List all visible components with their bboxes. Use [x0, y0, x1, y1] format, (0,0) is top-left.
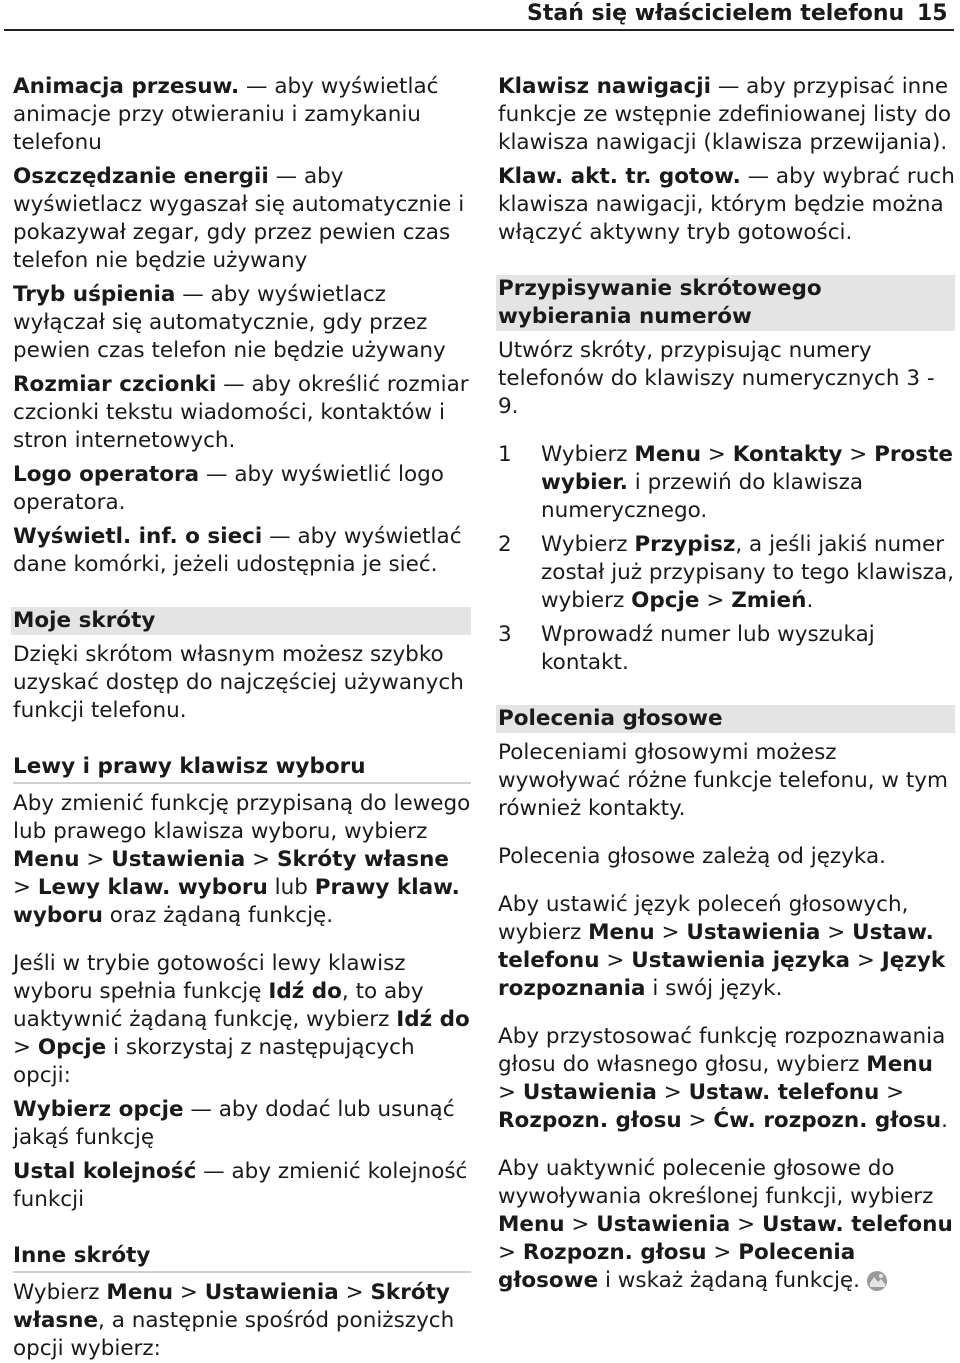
- section-heading-lewy-prawy: Lewy i prawy klawisz wyboru: [13, 753, 471, 784]
- paragraph-polecenia-intro: Poleceniami głosowymi możesz wywoływać różne funkcje telefonu, w tym również kontakty.: [498, 740, 948, 821]
- right-column: [498, 73, 955, 1295]
- network-service-icon: [866, 1270, 888, 1292]
- section-heading-polecenia-glosowe: Polecenia głosowe: [496, 705, 955, 733]
- section-heading-inne-skroty: Inne skróty: [13, 1242, 471, 1273]
- section-heading-przypisywanie: Przypisywanie skrótowego wybierania numerów: [496, 275, 955, 331]
- step-item: 1 Wybierz Menu > Kontakty > Proste wybier. i przewiń do klawisza numerycznego.: [498, 442, 953, 523]
- option-oszczedzanie: Oszczędzanie energii — aby wyświetlacz wygaszał się automatycznie i pokazywał zegar, gdy przez pewien czas telefon nie będzie używany: [13, 164, 465, 273]
- option-wyswietl-inf: Wyświetl. inf. o sieci — aby wyświetlać dane komórki, jeżeli udostępnia je sieć.: [13, 524, 462, 577]
- header-rule: [4, 29, 954, 31]
- paragraph-idz-do: Jeśli w trybie gotowości lewy klawisz wyboru spełnia funkcję Idź do, to aby uaktywnić żądaną funkcję, wybierz Idź do > Opcje i skorzystaj z następujących opcji:: [13, 951, 470, 1088]
- option-klaw-akt: Klaw. akt. tr. gotow. — aby wybrać ruch klawisza nawigacji, którym będzie można włączyć aktywny tryb gotowości.: [498, 164, 955, 245]
- paragraph-utworz-skroty: Utwórz skróty, przypisując numery telefonów do klawiszy numerycznych 3 - 9.: [498, 338, 935, 419]
- paragraph-przystosuj: Aby przystosować funkcję rozpoznawania głosu do własnego głosu, wybierz Menu > Ustawienia > Ustaw. telefonu > Rozpozn. głosu > Ćw. rozpozn. głosu.: [498, 1024, 948, 1133]
- option-ustal-kolejnosc: Ustal kolejność — aby zmienić kolejność funkcji: [13, 1159, 468, 1212]
- section-body-moje-skroty: Dzięki skrótom własnym możesz szybko uzyskać dostęp do najczęściej używanych funkcji telefonu.: [13, 642, 464, 723]
- section-heading-moje-skroty: Moje skróty: [11, 607, 471, 635]
- option-rozmiar-czcionki: Rozmiar czcionki — aby określić rozmiar czcionki tekstu wiadomości, kontaktów i stron internetowych.: [13, 372, 469, 453]
- paragraph-uaktywnij: Aby uaktywnić polecenie głosowe do wywoływania określonej funkcji, wybierz Menu > Ustawienia > Ustaw. telefonu > Rozpozn. głosu > Polecenia głosowe i wskaż żądaną funkcję.: [498, 1156, 953, 1293]
- paragraph-inne-skroty: Wybierz Menu > Ustawienia > Skróty własne, a następnie spośród poniższych opcji wybierz:: [13, 1280, 455, 1361]
- paragraph-zaleza-od-jezyka: Polecenia głosowe zależą od języka.: [498, 844, 887, 869]
- step-item: 3 Wprowadź numer lub wyszukaj kontakt.: [498, 622, 875, 675]
- option-klawisz-nawigacji: Klawisz nawigacji — aby przypisać inne funkcje ze wstępnie zdefiniowanej listy do klawisza nawigacji (klawisza przewijania).: [498, 74, 952, 155]
- step-item: 2 Wybierz Przypisz, a jeśli jakiś numer został już przypisany to tego klawisza, wybierz Opcje > Zmień.: [498, 532, 954, 613]
- page-number: 15: [917, 1, 948, 26]
- paragraph-zmiana-funkcji: Aby zmienić funkcję przypisaną do lewego lub prawego klawisza wyboru, wybierz Menu > Ustawienia > Skróty własne > Lewy klaw. wyboru lub Prawy klaw. wyboru oraz żądaną funkcję.: [13, 791, 471, 928]
- page-header: [0, 0, 960, 30]
- option-animacja: Animacja przesuw. — aby wyświetlać animacje przy otwieraniu i zamykaniu telefonu: [13, 74, 439, 155]
- paragraph-ustaw-jezyk: Aby ustawić język poleceń głosowych, wybierz Menu > Ustawienia > Ustaw. telefonu > Ustawienia języka > Język rozpoznania i swój język.: [498, 892, 946, 1001]
- steps-list: [498, 441, 955, 677]
- chapter-title: Stań się właścicielem telefonu: [527, 1, 905, 26]
- left-column: [13, 73, 471, 1363]
- option-logo-operatora: Logo operatora — aby wyświetlić logo operatora.: [13, 462, 444, 515]
- option-wybierz-opcje: Wybierz opcje — aby dodać lub usunąć jakąś funkcję: [13, 1097, 455, 1150]
- option-tryb-uspienia: Tryb uśpienia — aby wyświetlacz wyłączał się automatycznie, gdy przez pewien czas telefon nie będzie używany: [13, 282, 446, 363]
